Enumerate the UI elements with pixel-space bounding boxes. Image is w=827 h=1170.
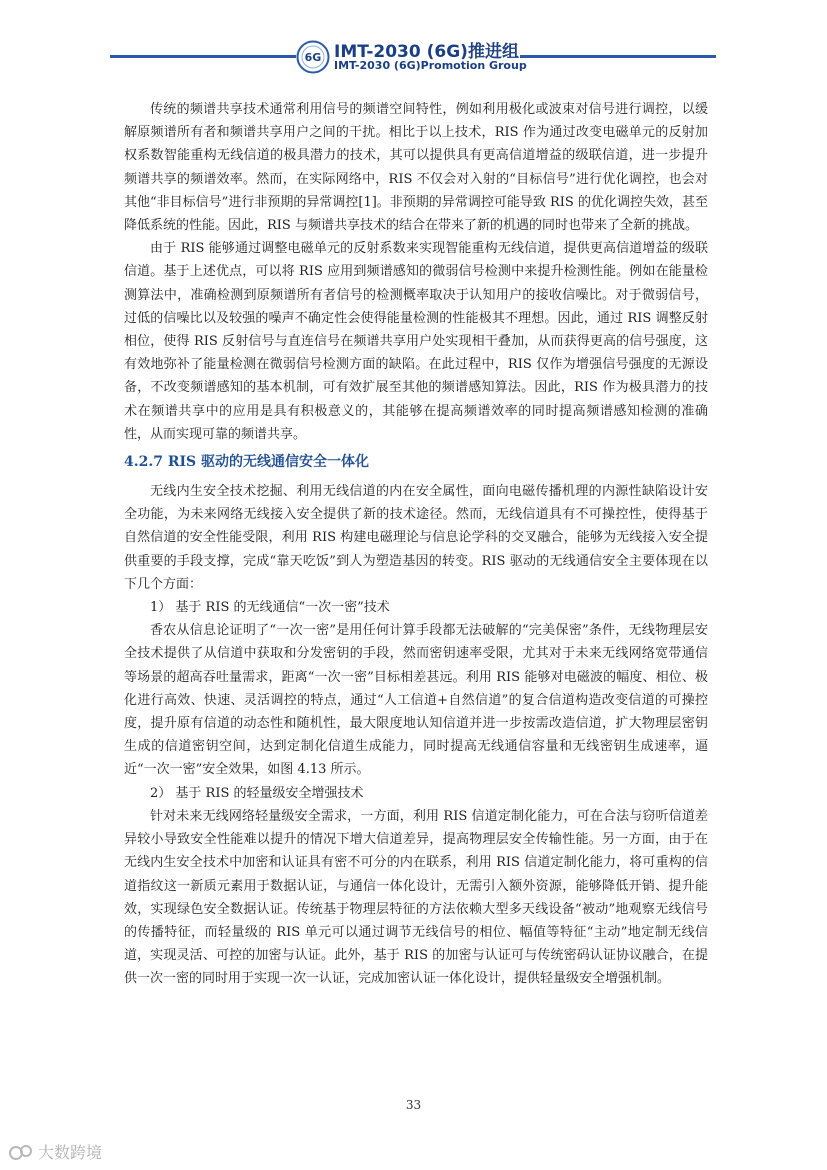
page-number: 33: [405, 1098, 422, 1112]
brand-title: IMT-2030 (6G)推进组: [334, 42, 519, 62]
section-heading: 4.2.7 RIS 驱动的无线通信安全一体化: [124, 454, 370, 471]
list-item-lightweight-security: 2） 基于 RIS 的轻量级安全增强技术: [150, 785, 364, 801]
paragraph-lightweight-security: 针对未来无线网络轻量级安全需求，一方面，利用 RIS 信道定制化能力，可在合法与窃听信道差异较小导致安全性能难以提升的情况下增大信道差异，提高物理层安全传输性能。另一方面，由于在无线内生安全技术中加密和认证具有密不可分的内在联系，利用 RIS 信道定制化能力，将可重构的信道指纹这一新质元素用于数据认证，与通信一体化设计，无需引入额外资源，能够降低开销、提升能效，实现绿色安全数据认证。传统基于物理层特征的方法依赖大型多天线设备“被动”地观察无线信号的传播特征，而轻量级的 RIS 单元可以通过调节无线信号的相位、幅值等特征“主动”地定制无线信道，实现灵活、可控的加密与认证。此外，基于 RIS 的加密与认证可与传统密码认证协议融合，在提供一次一密的同时用于实现一次一认证，完成加密认证一体化设计，提供轻量级安全增强机制。: [124, 808, 708, 987]
page-header: [0, 0, 827, 90]
imt2030-logo-icon: [296, 40, 330, 74]
paragraph-security-intro: 无线内生安全技术挖掘、利用无线信道的内在安全属性，面向电磁传播机理的内源性缺陷设计安全功能，为未来网络无线接入安全提供了新的技术途径。然而，无线信道具有不可操控性，使得基于自然信道的安全性能受限，利用 RIS 构建电磁理论与信息论学科的交叉融合，能够为无线接入安全提供重要的手段支撑，完成“靠天吃饭”到人为塑造基因的转变。RIS 驱动的无线通信安全主要体现在以下几个方面：: [124, 484, 708, 592]
paragraph-spectrum-sharing: 传统的频谱共享技术通常利用信号的频谱空间特性，例如利用极化或波束对信号进行调控，以缓解原频谱所有者和频谱共享用户之间的干扰。相比于以上技术，RIS 作为通过改变电磁单元的反射加权系数智能重构无线信道的极具潜力的技术，其可以提供具有更高信道增益的级联信道，进一步提升频谱共享的频谱效率。然而，在实际网络中，RIS 不仅会对入射的“目标信号”进行优化调控，也会对其他“非目标信号”进行非预期的异常调控[1]。非预期的异常调控可能导致 RIS 的优化调控失效，甚至降低系统的性能。因此，RIS 与频谱共享技术的结合在带来了新的机遇的同时也带来了全新的挑战。: [124, 102, 708, 234]
paragraph-spectrum-sensing: 由于 RIS 能够通过调整电磁单元的反射系数来实现智能重构无线信道，提供更高信道增益的级联信道。基于上述优点，可以将 RIS 应用到频谱感知的微弱信号检测中来提升检测性能。例如在能量检测算法中，准确检测到原频谱所有者信号的检测概率取决于认知用户的接收信噪比。对于微弱信号，过低的信噪比以及较强的噪声不确定性会使得能量检测的性能极其不理想。因此，通过 RIS 调整反射相位，使得 RIS 反射信号与直连信号在频谱共享用户处实现相干叠加，从而获得更高的信号强度，这有效地弥补了能量检测在微弱信号检测方面的缺陷。在此过程中，RIS 仅作为增强信号强度的无源设备，不改变频谱感知的基本机制，可有效扩展至其他的频谱感知算法。因此，RIS 作为极具潜力的技术在频谱共享中的应用是具有积极意义的，其能够在提高频谱效率的同时提高频谱感知检测的准确性，从而实现可靠的频谱共享。: [124, 241, 708, 442]
svg-text:6G: 6G: [304, 51, 322, 64]
document-body: [124, 98, 708, 991]
header-rule-right: [520, 55, 716, 58]
watermark: [8, 1140, 102, 1163]
watermark-text: 大数跨境: [38, 1143, 103, 1162]
header-rule-left: [110, 55, 296, 58]
list-item-one-time-pad: 1） 基于 RIS 的无线通信“一次一密”技术: [150, 600, 390, 616]
watermark-logo-icon: [8, 1142, 34, 1162]
brand-subtitle: IMT-2030 (6G)Promotion Group: [334, 59, 527, 72]
paragraph-one-time-pad: 香农从信息论证明了“一次一密”是用任何计算手段都无法破解的“完美保密”条件，无线物理层安全技术提供了从信道中获取和分发密钥的手段，然而密钥速率受限，尤其对于未来无线网络宽带通信等场景的超高吞吐量需求，距离“一次一密”目标相差甚远。利用 RIS 能够对电磁波的幅度、相位、极化进行高效、快速、灵活调控的特点，通过“人工信道+自然信道”的复合信道构造改变信道的可操控度，提升原有信道的动态性和随机性，最大限度地认知信道并进一步按需改造信道，扩大物理层密钥生成的信道密钥空间，达到定制化信道生成能力，同时提高无线通信容量和无线密钥生成速率，逼近“一次一密”安全效果，如图 4.13 所示。: [124, 623, 708, 778]
